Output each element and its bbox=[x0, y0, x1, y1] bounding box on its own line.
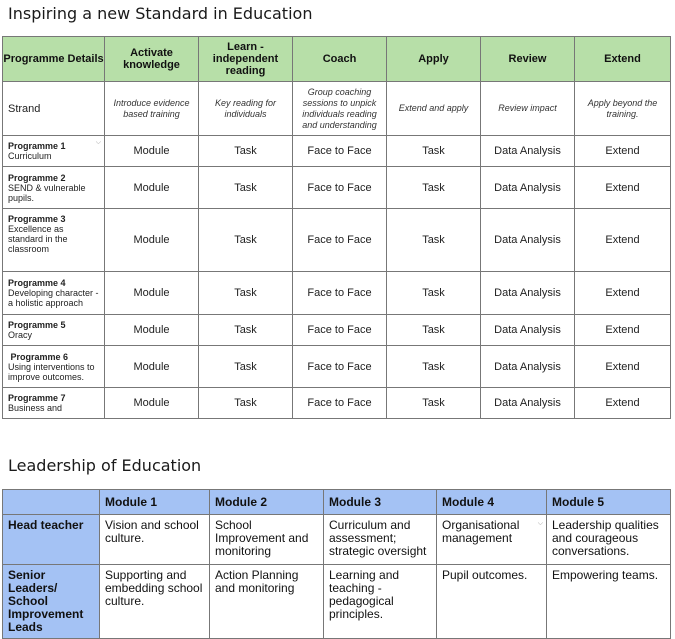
header-learn-reading[interactable]: Learn - independent reading bbox=[199, 37, 293, 82]
leadership-table bbox=[2, 489, 671, 639]
programme-title: Programme 2 bbox=[8, 172, 66, 183]
programme-title: Programme 6 bbox=[8, 351, 69, 362]
programme-desc: Developing character - a holistic approach bbox=[8, 288, 99, 308]
table-cell[interactable]: Task bbox=[199, 315, 293, 346]
table-cell[interactable]: Face to Face bbox=[293, 209, 387, 272]
header-module-2[interactable]: Module 2 bbox=[210, 490, 324, 515]
table-cell[interactable]: Empowering teams. bbox=[547, 565, 671, 639]
table-cell[interactable]: Data Analysis bbox=[481, 272, 575, 315]
table-cell[interactable]: Task bbox=[387, 315, 481, 346]
table-cell[interactable]: Module bbox=[105, 346, 199, 388]
table-cell[interactable]: Extend bbox=[575, 388, 671, 419]
table-row bbox=[3, 167, 671, 209]
programme-desc: Excellence as standard in the classroom bbox=[8, 224, 68, 254]
table-cell[interactable]: Module bbox=[105, 272, 199, 315]
table-cell[interactable]: Data Analysis bbox=[481, 136, 575, 167]
table-cell[interactable]: Extend bbox=[575, 272, 671, 315]
header-module-4[interactable]: Module 4 bbox=[437, 490, 547, 515]
strand-cell[interactable]: Review impact bbox=[481, 82, 575, 136]
table-cell[interactable] bbox=[437, 515, 547, 565]
table-row bbox=[3, 346, 671, 388]
table-cell[interactable]: Extend bbox=[575, 346, 671, 388]
table-cell[interactable]: Data Analysis bbox=[481, 346, 575, 388]
table-cell[interactable]: Supporting and embedding school culture. bbox=[100, 565, 210, 639]
table-cell[interactable]: Module bbox=[105, 315, 199, 346]
table-header-row bbox=[3, 490, 671, 515]
strand-row bbox=[3, 82, 671, 136]
header-module-3[interactable]: Module 3 bbox=[324, 490, 437, 515]
table-cell[interactable]: Extend bbox=[575, 136, 671, 167]
table-cell[interactable]: Face to Face bbox=[293, 315, 387, 346]
table-cell[interactable]: Task bbox=[387, 209, 481, 272]
table-cell[interactable]: Data Analysis bbox=[481, 209, 575, 272]
programme-cell[interactable] bbox=[3, 167, 105, 209]
header-activate-knowledge[interactable]: Activate knowledge bbox=[105, 37, 199, 82]
programme-title: Programme 5 bbox=[8, 320, 66, 330]
programme-cell[interactable] bbox=[3, 388, 105, 419]
table-cell[interactable]: Pupil outcomes. bbox=[437, 565, 547, 639]
table-cell[interactable]: Task bbox=[199, 167, 293, 209]
table-header-row bbox=[3, 37, 671, 82]
table-cell[interactable]: Data Analysis bbox=[481, 167, 575, 209]
table-cell[interactable]: Task bbox=[199, 136, 293, 167]
table-cell[interactable]: Task bbox=[199, 346, 293, 388]
table-row bbox=[3, 272, 671, 315]
table-cell[interactable]: Vision and school culture. bbox=[100, 515, 210, 565]
programme-cell[interactable] bbox=[3, 346, 105, 388]
programme-cell[interactable] bbox=[3, 315, 105, 346]
table-cell[interactable]: Extend bbox=[575, 167, 671, 209]
table-cell[interactable]: Module bbox=[105, 209, 199, 272]
header-extend[interactable]: Extend bbox=[575, 37, 671, 82]
table-row bbox=[3, 209, 671, 272]
heading-leadership: Leadership of Education bbox=[8, 456, 202, 475]
table-cell[interactable]: Task bbox=[199, 209, 293, 272]
table-cell[interactable]: Extend bbox=[575, 209, 671, 272]
table-cell[interactable]: Task bbox=[387, 167, 481, 209]
strand-label[interactable]: Strand bbox=[3, 82, 105, 136]
role-senior-leaders[interactable]: Senior Leaders/ School Improvement Leads bbox=[3, 565, 100, 639]
programme-title: Programme 1 bbox=[8, 141, 66, 151]
table-cell[interactable]: Face to Face bbox=[293, 136, 387, 167]
table-cell[interactable]: Module bbox=[105, 388, 199, 419]
strand-cell[interactable]: Extend and apply bbox=[387, 82, 481, 136]
programme-desc: Using interventions to improve outcomes. bbox=[8, 361, 95, 382]
table-cell[interactable]: Task bbox=[387, 136, 481, 167]
header-apply[interactable]: Apply bbox=[387, 37, 481, 82]
table-cell[interactable]: Face to Face bbox=[293, 388, 387, 419]
programme-desc: SEND & vulnerable pupils. bbox=[8, 182, 86, 203]
table-row bbox=[3, 136, 671, 167]
header-module-1[interactable]: Module 1 bbox=[100, 490, 210, 515]
table-cell[interactable]: Action Planning and monitoring bbox=[210, 565, 324, 639]
programme-desc: Oracy bbox=[8, 330, 33, 340]
cell-text: Organisational management bbox=[442, 518, 520, 545]
role-head-teacher[interactable]: Head teacher bbox=[3, 515, 100, 565]
programme-title: Programme 7 bbox=[8, 393, 66, 403]
table-cell[interactable]: Task bbox=[387, 388, 481, 419]
table-cell[interactable]: Face to Face bbox=[293, 272, 387, 315]
table-cell[interactable]: Data Analysis bbox=[481, 388, 575, 419]
table-cell[interactable]: Task bbox=[199, 272, 293, 315]
programme-title: Programme 4 bbox=[8, 278, 66, 288]
table-cell[interactable]: Extend bbox=[575, 315, 671, 346]
table-cell[interactable]: Data Analysis bbox=[481, 315, 575, 346]
programme-desc: Business and bbox=[8, 403, 63, 413]
table-cell[interactable]: Task bbox=[387, 346, 481, 388]
dropdown-chevron-icon[interactable]: ⌵ bbox=[95, 139, 101, 146]
header-empty[interactable] bbox=[3, 490, 100, 515]
table-cell[interactable]: Task bbox=[387, 272, 481, 315]
header-programme-details[interactable]: Programme Details bbox=[3, 37, 105, 82]
programme-cell[interactable] bbox=[3, 136, 105, 167]
table-cell[interactable]: Face to Face bbox=[293, 167, 387, 209]
programme-table bbox=[2, 36, 671, 419]
programme-desc: Curriculum bbox=[8, 151, 52, 161]
table-cell[interactable]: Module bbox=[105, 167, 199, 209]
table-cell[interactable]: Module bbox=[105, 136, 199, 167]
programme-title: Programme 3 bbox=[8, 214, 66, 224]
strand-cell[interactable]: Introduce evidence based training bbox=[105, 82, 199, 136]
table-cell[interactable]: Curriculum and assessment; strategic oversight bbox=[324, 515, 437, 565]
programme-cell[interactable] bbox=[3, 209, 105, 272]
table-row bbox=[3, 315, 671, 346]
table-cell[interactable]: Task bbox=[199, 388, 293, 419]
table-cell[interactable]: Face to Face bbox=[293, 346, 387, 388]
heading-standard: Inspiring a new Standard in Education bbox=[8, 4, 313, 23]
table-row bbox=[3, 515, 671, 565]
table-cell[interactable]: Learning and teaching - pedagogical principles. bbox=[324, 565, 437, 639]
table-cell[interactable]: School Improvement and monitoring bbox=[210, 515, 324, 565]
strand-cell[interactable]: Apply beyond the training. bbox=[575, 82, 671, 136]
table-row bbox=[3, 388, 671, 419]
strand-cell[interactable]: Key reading for individuals bbox=[199, 82, 293, 136]
header-review[interactable]: Review bbox=[481, 37, 575, 82]
header-module-5[interactable]: Module 5 bbox=[547, 490, 671, 515]
header-coach[interactable]: Coach bbox=[293, 37, 387, 82]
programme-cell[interactable] bbox=[3, 272, 105, 315]
dropdown-chevron-icon[interactable]: ⌵ bbox=[537, 520, 543, 527]
strand-cell[interactable]: Group coaching sessions to unpick individuals reading and understanding bbox=[293, 82, 387, 136]
table-cell[interactable]: Leadership qualities and courageous conversations. bbox=[547, 515, 671, 565]
table-row bbox=[3, 565, 671, 639]
